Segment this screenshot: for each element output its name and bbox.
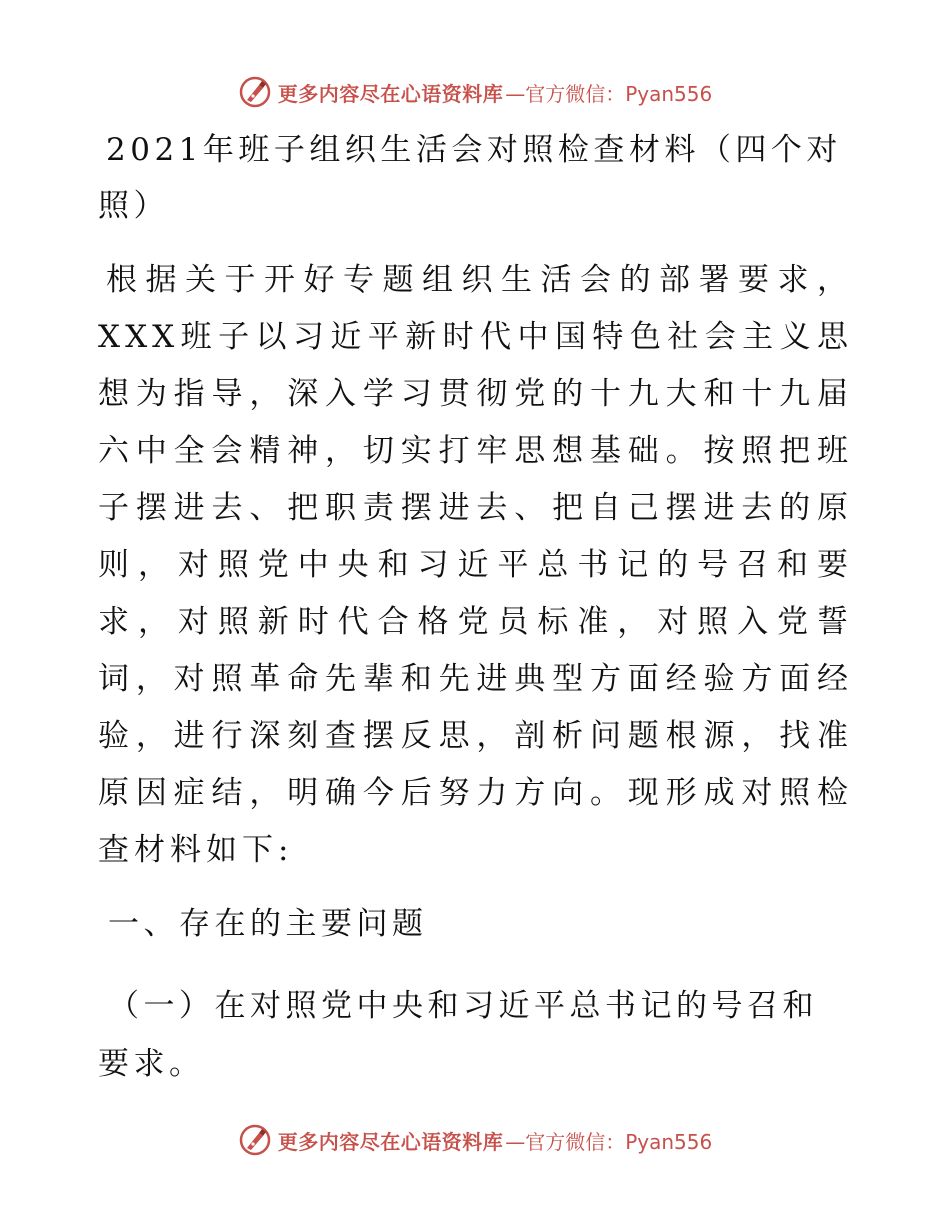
watermark-brand-text: 更多内容尽在心语资料库 (277, 1129, 504, 1154)
pen-nib-logo-icon (238, 1123, 272, 1157)
pen-nib-logo-icon (238, 75, 272, 109)
document-title: 2021年班子组织生活会对照检查材料（四个对照） (98, 132, 842, 224)
watermark-brand-text: 更多内容尽在心语资料库 (277, 81, 504, 106)
footer-watermark (0, 1120, 950, 1160)
intro-paragraph: 根据关于开好专题组织生活会的部署要求，XXX班子以习近平新时代中国特色社会主义思想为指导，深入学习贯彻党的十九大和十九届六中全会精神，切实打牢思想基础。按照把班子摆进去、把职责摆进去、把自己摆进去的原则，对照党中央和习近平总书记的号召和要求，对照新时代合格党员标准，对照入党誓词，对照革命先辈和先进典型方面经验方面经验，进行深刻查摆反思，剖析问题根源，找准原因症结，明确今后努力方向。现形成对照检查材料如下: (98, 262, 853, 868)
watermark-contact-text: —官方微信：Pyan556 (505, 81, 713, 106)
header-watermark (0, 72, 950, 112)
watermark-contact-text: —官方微信：Pyan556 (505, 1129, 713, 1154)
document-body (98, 122, 853, 1093)
subsection-heading: （一）在对照党中央和习近平总书记的号召和要求。 (98, 988, 818, 1082)
section-heading: 一、存在的主要问题 (108, 906, 428, 942)
